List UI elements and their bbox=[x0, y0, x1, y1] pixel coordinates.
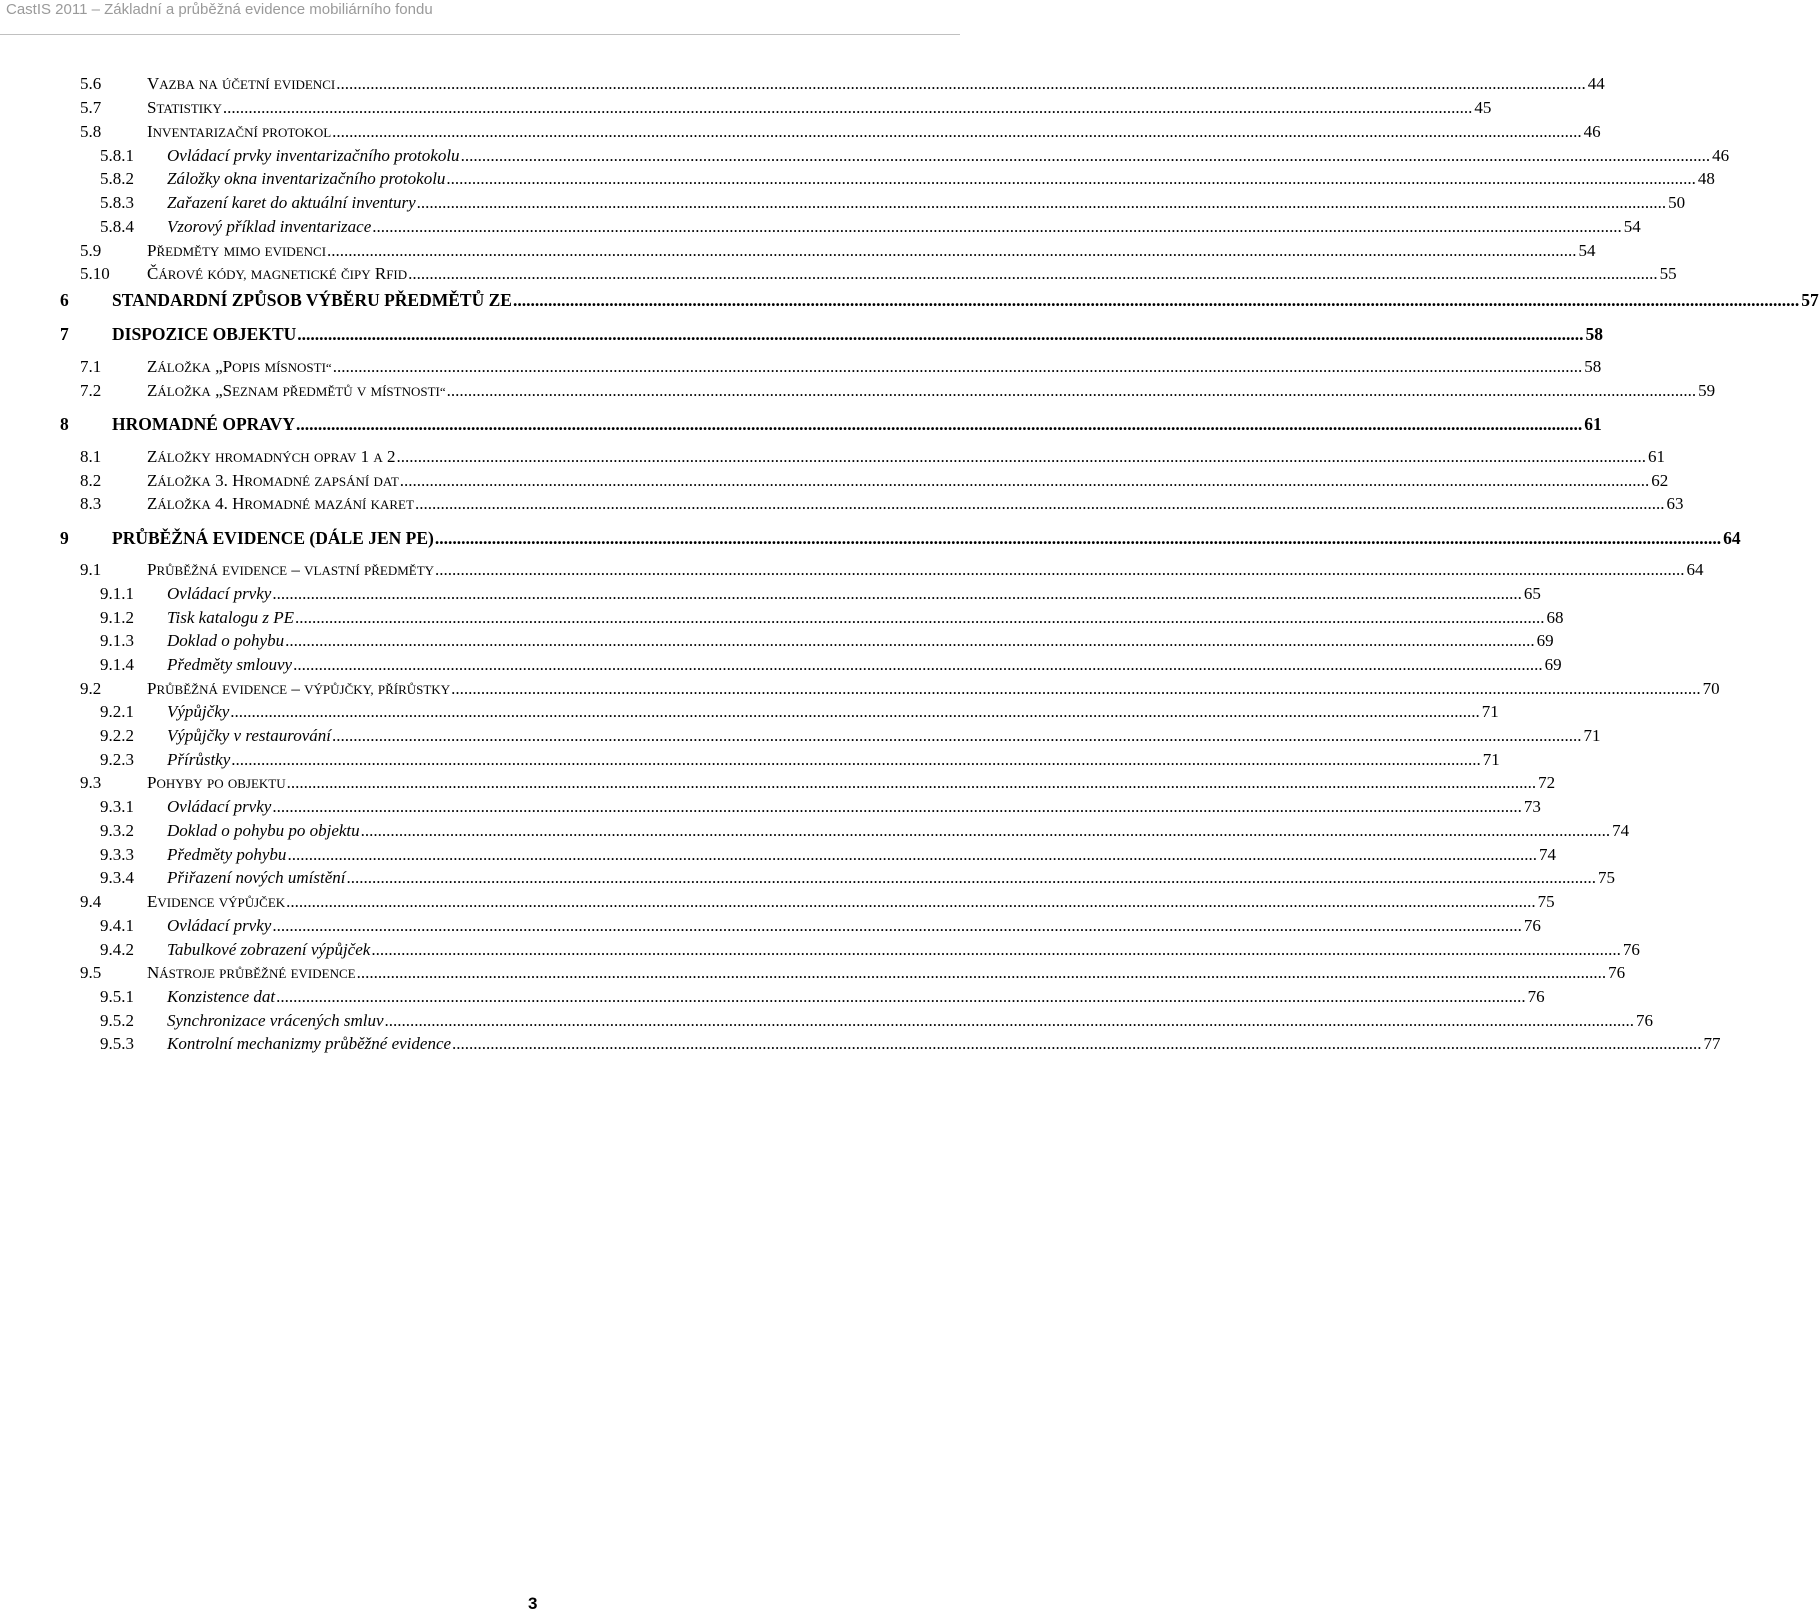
toc-entry-page: 68 bbox=[1546, 608, 1564, 627]
toc-entry-title: Konzistence dat bbox=[167, 987, 276, 1006]
toc-entry-number: 9.1.2 bbox=[100, 608, 134, 627]
toc-entry-title: Tabulkové zobrazení výpůjček bbox=[167, 940, 371, 959]
toc-entry-page: 76 bbox=[1636, 1011, 1654, 1030]
toc-entry[interactable] bbox=[100, 215, 1641, 239]
toc-entry-page: 76 bbox=[1523, 916, 1541, 935]
toc-entry-number: 8.2 bbox=[80, 471, 102, 490]
toc-entry-number: 9.2.2 bbox=[100, 726, 134, 745]
toc-entry-title: Výpůjčky bbox=[167, 702, 230, 721]
toc-dot-leader bbox=[286, 890, 1536, 914]
toc-entry-title: Tisk katalogu z PE bbox=[167, 608, 295, 627]
toc-dot-leader bbox=[231, 748, 1481, 772]
toc-entry[interactable] bbox=[100, 191, 1686, 215]
toc-entry[interactable] bbox=[80, 120, 1601, 144]
toc-dot-leader bbox=[415, 492, 1665, 516]
toc-entry-page: 74 bbox=[1612, 821, 1630, 840]
toc-dot-leader bbox=[371, 938, 1621, 962]
toc-entry[interactable] bbox=[80, 72, 1605, 96]
toc-entry[interactable] bbox=[100, 1032, 1721, 1056]
toc-entry-title: EVIDENCE VÝPŮJČEK bbox=[147, 892, 286, 911]
toc-entry-title: ZÁLOŽKA 4. HROMADNÉ MAZÁNÍ KARET bbox=[147, 494, 414, 513]
toc-entry-number: 7.1 bbox=[80, 357, 102, 376]
toc-entry[interactable] bbox=[100, 819, 1630, 843]
toc-entry-number: 9.4.1 bbox=[100, 916, 134, 935]
toc-dot-leader bbox=[332, 120, 1582, 144]
toc-entry-page: 54 bbox=[1578, 241, 1596, 260]
toc-dot-leader bbox=[385, 1009, 1635, 1033]
toc-entry-page: 71 bbox=[1482, 750, 1500, 769]
toc-entry-number: 9.5 bbox=[80, 963, 102, 982]
toc-entry[interactable] bbox=[80, 96, 1492, 120]
toc-entry-page: 73 bbox=[1523, 797, 1541, 816]
toc-entry-number: 9.1.3 bbox=[100, 631, 134, 650]
running-header-title: CastIS 2011 – Základní a průběžná evidence mobiliárního fondu bbox=[6, 1, 433, 18]
toc-entry[interactable] bbox=[100, 985, 1545, 1009]
toc-entry-title: ZÁLOŽKA „SEZNAM PŘEDMĚTŮ V MÍSTNOSTI“ bbox=[147, 381, 446, 400]
toc-entry-number: 9.5.2 bbox=[100, 1011, 134, 1030]
toc-entry-page: 76 bbox=[1527, 987, 1545, 1006]
toc-entry[interactable] bbox=[80, 469, 1669, 493]
toc-entry[interactable] bbox=[100, 938, 1640, 962]
toc-entry-number: 9.4.2 bbox=[100, 940, 134, 959]
toc-dot-leader bbox=[272, 795, 1522, 819]
toc-entry-page: 69 bbox=[1544, 655, 1562, 674]
toc-entry-number: 9.3.4 bbox=[100, 868, 134, 887]
toc-entry[interactable] bbox=[100, 629, 1554, 653]
toc-dot-leader bbox=[447, 379, 1697, 403]
toc-entry-number: 9.4 bbox=[80, 892, 102, 911]
toc-entry[interactable] bbox=[60, 526, 1741, 550]
toc-dot-leader bbox=[346, 866, 1596, 890]
toc-entry-title: Doklad o pohybu bbox=[167, 631, 285, 650]
toc-entry-number: 6 bbox=[60, 290, 69, 310]
toc-entry-page: 62 bbox=[1651, 471, 1669, 490]
toc-entry-number: 9.3.1 bbox=[100, 797, 134, 816]
toc-dot-leader bbox=[327, 239, 1577, 263]
toc-dot-leader bbox=[287, 771, 1537, 795]
toc-entry-page: 45 bbox=[1474, 98, 1492, 117]
toc-entry[interactable] bbox=[80, 677, 1720, 701]
toc-entry-number: 5.7 bbox=[80, 98, 102, 117]
toc-dot-leader bbox=[276, 985, 1526, 1009]
toc-entry[interactable] bbox=[80, 239, 1596, 263]
toc-entry-title: ZÁLOŽKA „POPIS MÍSNOSTI“ bbox=[147, 357, 332, 376]
toc-entry[interactable] bbox=[80, 961, 1626, 985]
toc-entry-title: Přírůstky bbox=[167, 750, 231, 769]
toc-dot-leader bbox=[296, 412, 1582, 436]
toc-entry-page: 71 bbox=[1583, 726, 1601, 745]
toc-entry[interactable] bbox=[100, 582, 1541, 606]
toc-entry-title: STANDARDNÍ ZPŮSOB VÝBĚRU PŘEDMĚTŮ ZE bbox=[112, 290, 512, 310]
toc-entry-title: Záložky okna inventarizačního protokolu bbox=[167, 169, 446, 188]
toc-entry-page: 54 bbox=[1623, 217, 1641, 236]
toc-entry-title: Kontrolní mechanizmy průběžné evidence bbox=[167, 1034, 452, 1053]
toc-entry-page: 75 bbox=[1597, 868, 1615, 887]
toc-entry-page: 57 bbox=[1801, 290, 1819, 310]
toc-entry[interactable] bbox=[80, 771, 1556, 795]
toc-entry-page: 64 bbox=[1686, 560, 1704, 579]
toc-entry-title: ZÁLOŽKA 3. HROMADNÉ ZAPSÁNÍ DAT bbox=[147, 471, 399, 490]
toc-dot-leader bbox=[452, 1032, 1702, 1056]
toc-entry-number: 5.9 bbox=[80, 241, 102, 260]
toc-entry-page: 58 bbox=[1584, 357, 1602, 376]
toc-entry-title: Vzorový příklad inventarizace bbox=[167, 217, 372, 236]
toc-entry-title: INVENTARIZAČNÍ PROTOKOL bbox=[147, 122, 332, 141]
toc-dot-leader bbox=[223, 96, 1473, 120]
toc-entry-title: VAZBA NA ÚČETNÍ EVIDENCI bbox=[147, 74, 336, 93]
toc-entry-page: 46 bbox=[1712, 146, 1730, 165]
toc-entry-page: 74 bbox=[1538, 845, 1556, 864]
toc-entry-number: 9.2.3 bbox=[100, 750, 134, 769]
toc-entry[interactable] bbox=[80, 355, 1602, 379]
toc-dot-leader bbox=[336, 72, 1586, 96]
toc-dot-leader bbox=[285, 629, 1535, 653]
toc-entry[interactable] bbox=[80, 445, 1665, 469]
toc-dot-leader bbox=[435, 558, 1685, 582]
toc-entry-number: 9 bbox=[60, 528, 69, 548]
toc-entry-number: 5.8 bbox=[80, 122, 102, 141]
toc-dot-leader bbox=[272, 582, 1522, 606]
toc-entry-page: 63 bbox=[1666, 494, 1684, 513]
toc-entry[interactable] bbox=[80, 492, 1684, 516]
toc-entry-number: 5.8.4 bbox=[100, 217, 134, 236]
toc-entry-title: ZÁLOŽKY HROMADNÝCH OPRAV 1 A 2 bbox=[147, 447, 396, 466]
toc-dot-leader bbox=[451, 677, 1701, 701]
toc-entry[interactable] bbox=[80, 890, 1555, 914]
toc-entry-title: Předměty pohybu bbox=[167, 845, 287, 864]
toc-entry-number: 9.1.4 bbox=[100, 655, 134, 674]
toc-dot-leader bbox=[361, 819, 1611, 843]
toc-entry-number: 9.3.3 bbox=[100, 845, 134, 864]
toc-entry-title: Ovládací prvky inventarizačního protokolu bbox=[167, 146, 460, 165]
toc-entry-title: ČÁROVÉ KÓDY, MAGNETICKÉ ČIPY RFID bbox=[147, 264, 408, 283]
toc-dot-leader bbox=[513, 288, 1799, 312]
toc-entry-page: 76 bbox=[1608, 963, 1626, 982]
toc-entry[interactable] bbox=[100, 795, 1541, 819]
toc-entry-page: 46 bbox=[1583, 122, 1601, 141]
toc-dot-leader bbox=[333, 355, 1583, 379]
toc-entry[interactable] bbox=[100, 843, 1556, 867]
toc-dot-leader bbox=[446, 167, 1696, 191]
toc-dot-leader bbox=[287, 843, 1537, 867]
toc-entry-number: 8.1 bbox=[80, 447, 102, 466]
toc-dot-leader bbox=[357, 961, 1607, 985]
toc-entry[interactable] bbox=[80, 379, 1716, 403]
toc-entry[interactable] bbox=[60, 412, 1602, 436]
toc-entry-page: 55 bbox=[1659, 264, 1677, 283]
toc-dot-leader bbox=[293, 653, 1543, 677]
toc-entry-page: 77 bbox=[1703, 1034, 1721, 1053]
toc-dot-leader bbox=[408, 262, 1658, 286]
toc-entry-title: PRŮBĚŽNÁ EVIDENCE – VÝPŮJČKY, PŘÍRŮSTKY bbox=[147, 679, 451, 698]
toc-entry-page: 61 bbox=[1584, 414, 1602, 434]
toc-entry-title: DISPOZICE OBJEKTU bbox=[112, 324, 297, 344]
toc-entry[interactable] bbox=[100, 144, 1730, 168]
toc-entry-number: 8 bbox=[60, 414, 69, 434]
toc-entry[interactable] bbox=[80, 262, 1677, 286]
toc-dot-leader bbox=[461, 144, 1711, 168]
toc-entry-number: 5.8.3 bbox=[100, 193, 134, 212]
toc-dot-leader bbox=[272, 914, 1522, 938]
toc-entry-number: 5.8.1 bbox=[100, 146, 134, 165]
toc-dot-leader bbox=[297, 322, 1583, 346]
toc-entry-number: 9.5.3 bbox=[100, 1034, 134, 1053]
toc-entry-title: Synchronizace vrácených smluv bbox=[167, 1011, 384, 1030]
toc-entry-title: Ovládací prvky bbox=[167, 797, 272, 816]
toc-entry-page: 50 bbox=[1668, 193, 1686, 212]
toc-entry-title: Předměty smlouvy bbox=[167, 655, 293, 674]
toc-entry-page: 75 bbox=[1537, 892, 1555, 911]
toc-dot-leader bbox=[400, 469, 1650, 493]
toc-dot-leader bbox=[417, 191, 1667, 215]
toc-entry-title: POHYBY PO OBJEKTU bbox=[147, 773, 286, 792]
toc-entry-title: Ovládací prvky bbox=[167, 916, 272, 935]
toc-entry-page: 61 bbox=[1648, 447, 1665, 466]
toc-dot-leader bbox=[372, 215, 1622, 239]
toc-entry[interactable] bbox=[100, 1009, 1654, 1033]
toc-entry[interactable] bbox=[60, 288, 1819, 312]
toc-entry[interactable] bbox=[60, 322, 1604, 346]
toc-dot-leader bbox=[397, 445, 1647, 469]
toc-entry-title: Doklad o pohybu po objektu bbox=[167, 821, 360, 840]
toc-entry-page: 48 bbox=[1697, 169, 1715, 188]
toc-entry-page: 71 bbox=[1481, 702, 1499, 721]
toc-entry-page: 69 bbox=[1536, 631, 1554, 650]
toc-entry-page: 72 bbox=[1538, 773, 1556, 792]
toc-entry-title: STATISTIKY bbox=[147, 98, 222, 117]
toc-entry[interactable] bbox=[100, 914, 1541, 938]
toc-entry-title: Ovládací prvky bbox=[167, 584, 272, 603]
toc-entry-number: 5.8.2 bbox=[100, 169, 134, 188]
toc-entry[interactable] bbox=[100, 866, 1615, 890]
toc-dot-leader bbox=[435, 526, 1721, 550]
toc-entry-page: 76 bbox=[1622, 940, 1640, 959]
toc-entry-title: NÁSTROJE PRŮBĚŽNÉ EVIDENCE bbox=[147, 963, 356, 982]
page-number: 3 bbox=[528, 1594, 538, 1613]
toc-entry-title: Zařazení karet do aktuální inventury bbox=[167, 193, 416, 212]
toc-entry[interactable] bbox=[100, 167, 1715, 191]
toc-entry-number: 5.10 bbox=[80, 264, 110, 283]
toc-dot-leader bbox=[295, 606, 1545, 630]
toc-entry-number: 9.2 bbox=[80, 679, 102, 698]
toc-entry-number: 9.3 bbox=[80, 773, 102, 792]
toc-entry-title: HROMADNÉ OPRAVY bbox=[112, 414, 295, 434]
toc-entry-number: 8.3 bbox=[80, 494, 102, 513]
toc-entry-title: PRŮBĚŽNÁ EVIDENCE (DÁLE JEN PE) bbox=[112, 528, 434, 548]
toc-entry[interactable] bbox=[100, 653, 1562, 677]
toc-dot-leader bbox=[332, 724, 1582, 748]
toc-entry[interactable] bbox=[100, 748, 1500, 772]
toc-entry-page: 70 bbox=[1702, 679, 1720, 698]
toc-entry-number: 7.2 bbox=[80, 381, 102, 400]
toc-entry-number: 5.6 bbox=[80, 74, 102, 93]
toc-entry-title: Výpůjčky v restaurování bbox=[167, 726, 331, 745]
toc-entry-title: Přiřazení nových umístění bbox=[167, 868, 346, 887]
toc-entry-page: 64 bbox=[1723, 528, 1741, 548]
toc-entry-number: 9.1 bbox=[80, 560, 102, 579]
toc-entry-title: PŘEDMĚTY MIMO EVIDENCI bbox=[147, 241, 327, 260]
toc-dot-leader bbox=[230, 700, 1480, 724]
toc-entry[interactable] bbox=[100, 606, 1564, 630]
toc-entry[interactable] bbox=[80, 558, 1704, 582]
toc-entry-number: 9.1.1 bbox=[100, 584, 134, 603]
toc-entry-title: PRŮBĚŽNÁ EVIDENCE – VLASTNÍ PŘEDMĚTY bbox=[147, 560, 435, 579]
toc-entry-page: 44 bbox=[1587, 74, 1605, 93]
toc-entry-number: 9.3.2 bbox=[100, 821, 134, 840]
toc-entry-page: 65 bbox=[1523, 584, 1541, 603]
toc-entry-number: 9.5.1 bbox=[100, 987, 134, 1006]
toc-entry[interactable] bbox=[100, 700, 1499, 724]
toc-entry-page: 59 bbox=[1698, 381, 1716, 400]
toc-entry-page: 58 bbox=[1585, 324, 1604, 344]
toc-entry-number: 9.2.1 bbox=[100, 702, 134, 721]
toc-entry[interactable] bbox=[100, 724, 1601, 748]
toc-entry-number: 7 bbox=[60, 324, 69, 344]
